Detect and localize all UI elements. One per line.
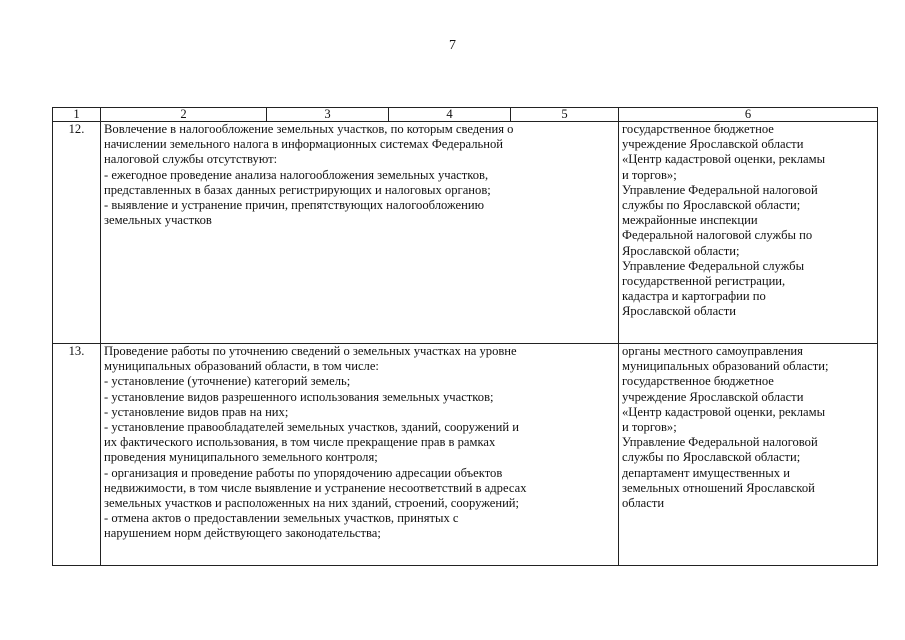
text-line: нарушением норм действующего законодательства; [104,526,381,541]
text-line: области [622,496,665,511]
measure-description [101,344,619,566]
measure-description [101,122,619,344]
text-line: Вовлечение в налогообложение земельных участков, по которым сведения о [104,122,514,136]
text-line: проведения муниципального земельного контроля; [104,450,378,465]
text-line: муниципальных образований области; [622,359,829,374]
table-row [53,344,878,566]
table-header-row [53,108,878,122]
text-line: представленных в базах данных регистрирующих и налоговых органов; [104,182,491,197]
text-line: службы по Ярославской области; [622,198,801,213]
header-col-6: 6 [619,108,878,122]
text-line: «Центр кадастровой оценки, рекламы [622,152,826,167]
text-line: - установление (уточнение) категорий земель; [104,374,351,389]
text-line: - отмена актов о предоставлении земельных участков, принятых с [104,511,459,526]
text-line: начислении земельного налога в информационных системах Федеральной [104,137,504,152]
text-line: - установление видов разрешенного использования земельных участков; [104,389,494,404]
text-line: Проведение работы по уточнению сведений о земельных участках на уровне [104,344,517,358]
header-col-2: 2 [101,108,267,122]
text-line: учреждение Ярославской области [622,137,804,152]
text-line: Управление Федеральной налоговой [622,435,818,450]
table-row [53,122,878,344]
text-line: - ежегодное проведение анализа налогообложения земельных участков, [104,167,489,182]
text-line: учреждение Ярославской области [622,389,804,404]
text-line: - выявление и устранение причин, препятствующих налогообложению [104,198,485,213]
text-line: государственной регистрации, [622,274,786,289]
text-line: Управление Федеральной службы [622,258,805,273]
header-col-3: 3 [267,108,389,122]
text-line: «Центр кадастровой оценки, рекламы [622,404,826,419]
page-number: 7 [449,38,456,53]
header-col-1: 1 [53,108,101,122]
text-line: кадастра и картографии по [622,289,766,304]
text-line: налоговой службы отсутствуют: [104,152,278,167]
text-line: - установление видов прав на них; [104,404,289,419]
text-line: земельных участков и расположенных на них зданий, строений, сооружений; [104,496,520,511]
text-line: и торгов»; [622,167,677,182]
text-line: межрайонные инспекции [622,213,758,228]
row-number: 12. [53,122,101,344]
executor-list [619,122,878,344]
text-line: недвижимости, в том числе выявление и устранение несоответствий в адресах [104,480,527,495]
text-line: Ярославской области; [622,243,740,258]
text-line: - организация и проведение работы по упорядочению адресации объектов [104,465,503,480]
row-number: 13. [53,344,101,566]
text-line: Управление Федеральной налоговой [622,182,818,197]
text-line: земельных отношений Ярославской [622,480,815,495]
text-line: муниципальных образований области, в том числе: [104,359,379,374]
header-col-5: 5 [511,108,619,122]
text-line: государственное бюджетное [622,374,774,389]
text-line: земельных участков [104,213,212,228]
measures-table [52,107,878,566]
text-line: департамент имущественных и [622,465,790,480]
text-line: государственное бюджетное [622,122,774,136]
text-line: и торгов»; [622,420,677,435]
text-line: службы по Ярославской области; [622,450,801,465]
text-line: Федеральной налоговой службы по [622,228,813,243]
executor-list [619,344,878,566]
text-line: органы местного самоуправления [622,344,803,358]
text-line: их фактического использования, в том числе прекращение прав в рамках [104,435,496,450]
text-line: - установление правообладателей земельных участков, зданий, сооружений и [104,420,520,435]
text-line: Ярославской области [622,304,736,319]
header-col-4: 4 [389,108,511,122]
